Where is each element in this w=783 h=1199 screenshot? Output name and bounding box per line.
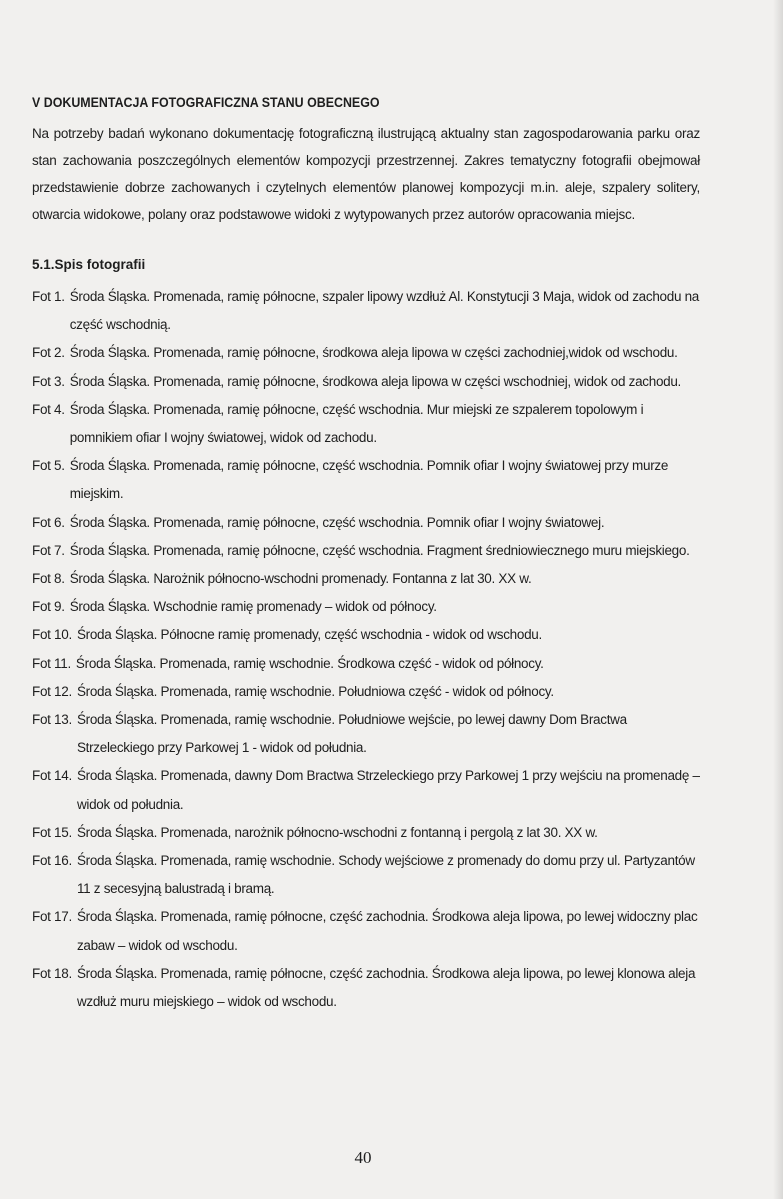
list-item — [32, 509, 700, 537]
photo-caption: Środa Śląska. Narożnik północno-wschodni promenady. Fontanna z lat 30. XX w. — [69, 571, 532, 587]
photo-caption: Środa Śląska. Północne ramię promenady, część wschodnia - widok od wschodu. — [76, 627, 542, 643]
photo-number: Fot 5. — [32, 458, 65, 474]
photo-number: Fot 7. — [32, 542, 65, 558]
photo-list — [32, 283, 700, 1016]
list-item — [32, 396, 700, 452]
photo-caption: Środa Śląska. Wschodnie ramię promenady – widok od północy. — [69, 599, 437, 615]
list-item — [32, 819, 700, 847]
document-body — [32, 95, 700, 1016]
list-item — [32, 706, 700, 762]
photo-number: Fot 6. — [32, 514, 65, 530]
photo-caption: Środa Śląska. Promenada, narożnik północno-wschodni z fontanną i pergolą z lat 30. XX w. — [76, 824, 598, 840]
list-item — [32, 762, 700, 818]
list-item — [32, 339, 700, 367]
photo-number: Fot 16. — [32, 853, 72, 869]
photo-caption: Środa Śląska. Promenada, ramię północne, środkowa aleja lipowa w części wschodniej, widok od zachodu. — [69, 373, 682, 389]
list-item — [32, 565, 700, 593]
photo-caption: Środa Śląska. Promenada, ramię północne, część wschodnia. Mur miejski ze szpalerem topolowym i pomnikiem ofiar I wojny światowej, widok od zachodu. — [69, 401, 644, 446]
page-number: 40 — [354, 1148, 372, 1167]
photo-number: Fot 1. — [32, 289, 65, 304]
list-item — [32, 650, 700, 678]
list-item — [32, 452, 700, 508]
photo-caption: Środa Śląska. Promenada, ramię północne, część zachodnia. Środkowa aleja lipowa, po lewej klonowa aleja wzdłuż muru miejskiego – widok od wschodu. — [76, 965, 696, 1010]
photo-caption: Środa Śląska. Promenada, ramię północne, część wschodnia. Pomnik ofiar I wojny światowej. — [69, 514, 605, 530]
photo-caption: Środa Śląska. Promenada, ramię wschodnie. Schody wejściowe z promenady do domu przy ul. Partyzantów 11 z secesyjną balustradą i bramą. — [76, 853, 695, 897]
photo-caption: Środa Śląska. Promenada, ramię północne, część wschodnia. Fragment średniowiecznego muru miejskiego. — [69, 542, 690, 558]
photo-caption: Środa Śląska. Promenada, ramię wschodnie. Południowa część - widok od północy. — [76, 683, 554, 699]
photo-number: Fot 18. — [32, 965, 72, 981]
photo-number: Fot 4. — [32, 401, 65, 417]
list-item — [32, 593, 700, 621]
photo-number: Fot 14. — [32, 768, 72, 784]
photo-number: Fot 15. — [32, 824, 72, 840]
list-item — [32, 847, 700, 903]
photo-caption: Środa Śląska. Promenada, ramię północne, część wschodnia. Pomnik ofiar I wojny światowej przy murze miejskim. — [69, 458, 669, 502]
photo-number: Fot 11. — [32, 655, 71, 671]
section-heading: V DOKUMENTACJA FOTOGRAFICZNA STANU OBECNEGO — [32, 95, 380, 110]
photo-caption: Środa Śląska. Promenada, ramię północne, środkowa aleja lipowa w części zachodniej,widok od wschodu. — [69, 345, 678, 361]
list-item — [32, 903, 700, 959]
page-edge — [773, 0, 783, 1199]
photo-number: Fot 8. — [32, 571, 65, 587]
photo-list-heading: 5.1.Spis fotografii — [32, 257, 146, 272]
list-item — [32, 368, 700, 396]
list-item — [32, 537, 700, 565]
list-item — [32, 621, 700, 649]
photo-number: Fot 13. — [32, 712, 72, 728]
photo-number: Fot 9. — [32, 599, 65, 615]
photo-number: Fot 2. — [32, 345, 65, 361]
list-item — [32, 678, 700, 706]
photo-caption: Środa Śląska. Promenada, ramię północne, szpaler lipowy wzdłuż Al. Konstytucji 3 Maja, widok od zachodu na część wschodnią. — [69, 289, 700, 333]
photo-caption: Środa Śląska. Promenada, ramię północne, część zachodnia. Środkowa aleja lipowa, po lewej widoczny plac zabaw – widok od wschodu. — [76, 909, 698, 953]
photo-number: Fot 12. — [32, 683, 72, 699]
photo-caption: Środa Śląska. Promenada, dawny Dom Bractwa Strzeleckiego przy Parkowej 1 przy wejściu na promenadę – widok od południa. — [76, 768, 700, 812]
photo-number: Fot 17. — [32, 909, 72, 925]
photo-caption: Środa Śląska. Promenada, ramię wschodnie. Południowe wejście, po lewej dawny Dom Bractwa Strzeleckiego przy Parkowej 1 - widok od południa. — [76, 712, 627, 756]
intro-paragraph: Na potrzeby badań wykonano dokumentację fotograficzną ilustrującą aktualny stan zagospodarowania parku oraz stan zachowania poszczególnych elementów kompozycji przestrzennej. Zakres tematyczny fotografii obejmował przedstawienie dobrze zachowanych i czytelnych elementów planowej kompozycji m.in. aleje, szpalery solitery, otwarcia widokowe, polany oraz podstawowe widoki z wytypowanych przez autorów opracowania miejsc. — [32, 126, 700, 222]
photo-number: Fot 10. — [32, 627, 72, 643]
photo-number: Fot 3. — [32, 373, 65, 389]
photo-caption: Środa Śląska. Promenada, ramię wschodnie. Środkowa część - widok od północy. — [75, 655, 544, 671]
list-item — [32, 283, 700, 339]
list-item — [32, 960, 700, 1016]
